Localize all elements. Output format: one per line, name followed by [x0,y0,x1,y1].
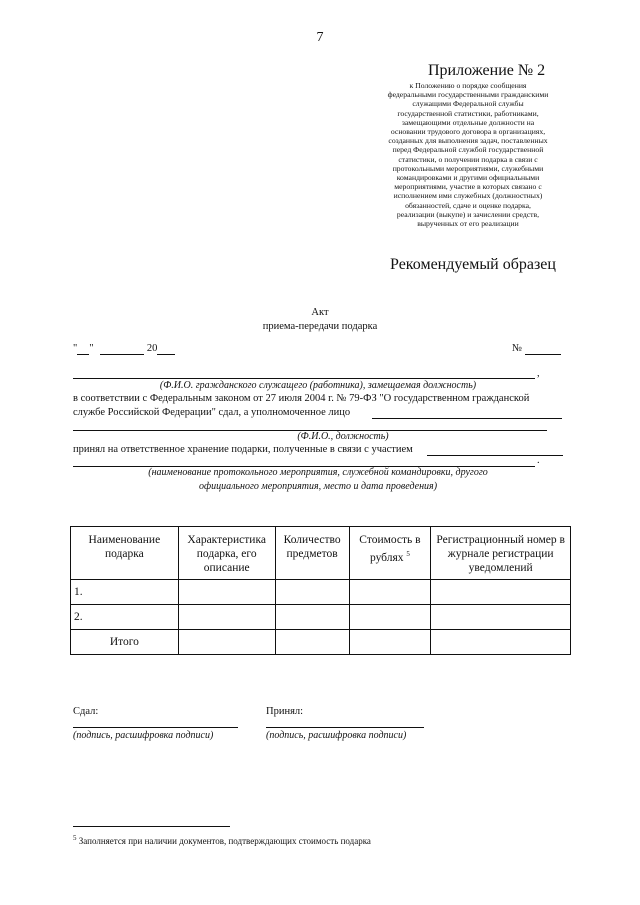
appendix-line: обязанностей, сдаче и оценке подарка, [405,200,531,210]
appendix-line: служащими Федеральной службы [412,99,524,109]
header-description: Характеристика подарка, его описание [178,527,275,580]
day-blank[interactable] [77,343,89,355]
law-line-2: службе Российской Федерации" сдал, а уполномоченное лицо [73,407,351,418]
act-title: Акт [311,307,329,318]
total-label: Итого [71,630,179,655]
act-subtitle: приема-передачи подарка [262,321,378,332]
received-caption: (подпись, расшифровка подписи) [266,730,407,741]
appendix-line: статистики, о получении подарка в связи с [398,154,538,164]
appendix-line: реализации (выкупе) и зачислении средств, [396,209,540,219]
row-label: 1. [71,580,179,605]
year-blank[interactable] [157,343,175,355]
caption-employee: (Ф.И.О. гражданского служащего (работника), замещаемая должность) [159,380,477,391]
table-cell[interactable] [275,605,349,630]
appendix-line: перед Федеральной службой государственной [392,145,544,155]
quote-close: " [89,343,94,354]
footnote-separator [73,826,230,827]
number-blank[interactable] [525,343,561,355]
page-number: 7 [316,30,324,45]
table-cell[interactable] [431,630,571,655]
footnote-text: Заполняется при наличии документов, подтверждающих стоимость подарка [78,836,371,846]
table-cell[interactable] [431,580,571,605]
header-cost [349,527,431,580]
appendix-line: созданных для выполнения задач, поставленных [388,136,548,146]
caption-event-1: (наименование протокольного мероприятия, служебной командировки, другого [148,467,488,478]
table-cell[interactable] [349,580,431,605]
appendix-line: основании трудового договора в организациях, [390,127,546,137]
table-cell[interactable] [275,630,349,655]
row-label: 2. [71,605,179,630]
footnote [73,834,371,846]
appendix-line: к Положению о порядке сообщения [409,81,527,90]
received-signature-blank[interactable] [266,727,424,728]
year-prefix: 20 [146,343,158,354]
table-header-row [71,527,571,580]
table-row [71,580,571,605]
appendix-line: командировками и другими официальными [396,173,540,183]
footnote-mark: 5 [406,550,410,558]
handed-label: Сдал: [73,706,99,717]
table-cell[interactable] [431,605,571,630]
authorized-blank[interactable] [372,418,562,419]
quote-open: " [73,343,78,354]
act-date-field[interactable] [73,343,175,355]
handed-caption: (подпись, расшифровка подписи) [73,730,214,741]
header-gift-name: Наименование подарка [71,527,179,580]
appendix-line: федеральными государственными гражданскими [387,90,549,100]
number-sign: № [512,343,523,354]
appendix-line: вырученных от его реализации [417,219,519,229]
appendix-line: государственной статистики, работниками, [397,108,539,118]
handed-signature-blank[interactable] [73,727,238,728]
appendix-line: замещающими отдельные должности на [401,117,535,127]
act-number-field[interactable] [512,343,561,355]
header-cost-label: Стоимость в рублях [359,534,421,564]
table-cell[interactable] [349,630,431,655]
sample-label: Рекомендуемый образец [390,256,556,273]
header-quantity: Количество предметов [275,527,349,580]
table-total-row [71,630,571,655]
table-cell[interactable] [178,605,275,630]
appendix-title: Приложение № 2 [428,62,546,79]
table-cell[interactable] [349,605,431,630]
table-cell[interactable] [178,580,275,605]
table-cell[interactable] [178,630,275,655]
table-cell[interactable] [275,580,349,605]
gifts-table [70,526,571,655]
comma: , [537,368,540,379]
footnote-number: 5 [73,834,77,842]
month-blank[interactable] [100,343,144,355]
employee-blank[interactable] [73,378,535,379]
appendix-line: мероприятиями, участие в которых связано с [394,182,542,192]
appendix-line: исполнением ими служебных (должностных) [393,191,543,201]
period: . [537,455,540,466]
law-line-1: в соответствии с Федеральным законом от 27 июля 2004 г. № 79-ФЗ "О государственном гражданской [73,393,530,404]
received-label: Принял: [266,706,304,717]
accepted-line: принял на ответственное хранение подарки, полученные в связи с участием [73,444,413,455]
appendix-line: протокольными мероприятиями, служебными [392,163,544,173]
caption-event-2: официального мероприятия, место и дата проведения) [198,481,438,492]
header-registration: Регистрационный номер в журнале регистрации уведомлений [431,527,571,580]
event-blank-1[interactable] [427,455,563,456]
table-row [71,605,571,630]
caption-person: (Ф.И.О., должность) [297,431,389,442]
appendix-description [364,81,572,228]
